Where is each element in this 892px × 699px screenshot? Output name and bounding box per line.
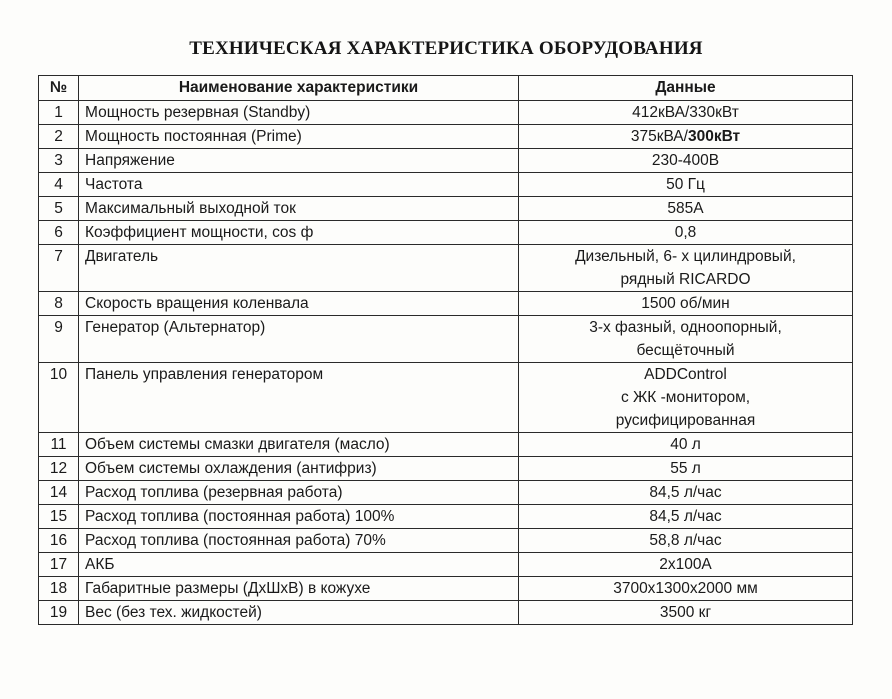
characteristic-value xyxy=(519,125,853,149)
value-bold: 300кВт xyxy=(687,128,741,145)
value-line: 1500 об/мин xyxy=(641,295,730,312)
characteristic-value xyxy=(519,601,853,625)
characteristic-name: Генератор (Альтернатор) xyxy=(79,316,519,363)
table-row xyxy=(39,221,853,245)
value-line: ADDControl xyxy=(644,366,727,383)
value-line: 412кВА/330кВт xyxy=(632,104,739,121)
row-number: 19 xyxy=(39,601,79,625)
characteristic-name: Вес (без тех. жидкостей) xyxy=(79,601,519,625)
value-line: 585А xyxy=(667,200,704,217)
value-line: 84,5 л/час xyxy=(649,508,722,525)
table-row xyxy=(39,173,853,197)
characteristic-value xyxy=(519,173,853,197)
row-number: 10 xyxy=(39,363,79,433)
characteristic-name: Частота xyxy=(79,173,519,197)
characteristic-value xyxy=(519,553,853,577)
table-row xyxy=(39,601,853,625)
header-name: Наименование характеристики xyxy=(79,76,519,101)
table-row xyxy=(39,125,853,149)
row-number: 18 xyxy=(39,577,79,601)
table-row xyxy=(39,553,853,577)
document-title: ТЕХНИЧЕСКАЯ ХАРАКТЕРИСТИКА ОБОРУДОВАНИЯ xyxy=(189,38,703,59)
characteristic-name: Мощность резервная (Standby) xyxy=(79,101,519,125)
characteristic-name: Коэффициент мощности, cos ф xyxy=(79,221,519,245)
value-line: 2х100А xyxy=(659,556,712,573)
row-number: 17 xyxy=(39,553,79,577)
header-data: Данные xyxy=(519,76,853,101)
value-line: 375кВА/ xyxy=(630,128,688,145)
row-number: 1 xyxy=(39,101,79,125)
table-header xyxy=(39,76,853,101)
table-body xyxy=(39,101,853,625)
characteristic-name: Двигатель xyxy=(79,245,519,292)
characteristic-name: Панель управления генератором xyxy=(79,363,519,433)
row-number: 8 xyxy=(39,292,79,316)
characteristic-value xyxy=(519,221,853,245)
value-line: с ЖК -монитором, xyxy=(620,389,751,406)
characteristic-value xyxy=(519,197,853,221)
characteristic-value xyxy=(519,292,853,316)
value-line: Дизельный, 6- х цилиндровый, xyxy=(575,248,796,265)
characteristic-value xyxy=(519,363,853,433)
row-number: 2 xyxy=(39,125,79,149)
value-line: русифицированная xyxy=(615,412,756,429)
characteristic-name: Мощность постоянная (Prime) xyxy=(79,125,519,149)
row-number: 16 xyxy=(39,529,79,553)
table-row xyxy=(39,505,853,529)
value-line: рядный RICARDO xyxy=(620,271,751,288)
row-number: 5 xyxy=(39,197,79,221)
table-row xyxy=(39,363,853,433)
value-line: 40 л xyxy=(670,436,701,453)
characteristic-name: Скорость вращения коленвала xyxy=(79,292,519,316)
characteristic-name: Максимальный выходной ток xyxy=(79,197,519,221)
characteristic-value xyxy=(519,433,853,457)
table-row xyxy=(39,481,853,505)
characteristic-value xyxy=(519,529,853,553)
value-line: 55 л xyxy=(670,460,701,477)
row-number: 4 xyxy=(39,173,79,197)
characteristic-value xyxy=(519,505,853,529)
characteristic-value xyxy=(519,149,853,173)
row-number: 12 xyxy=(39,457,79,481)
row-number: 15 xyxy=(39,505,79,529)
characteristic-name: Расход топлива (резервная работа) xyxy=(79,481,519,505)
characteristic-name: Напряжение xyxy=(79,149,519,173)
row-number: 9 xyxy=(39,316,79,363)
value-line: 3-х фазный, одноопорный, xyxy=(589,319,782,336)
row-number: 6 xyxy=(39,221,79,245)
value-line: 230-400В xyxy=(651,152,720,169)
row-number: 3 xyxy=(39,149,79,173)
table-row xyxy=(39,149,853,173)
characteristic-value xyxy=(519,245,853,292)
table-row xyxy=(39,457,853,481)
table-row xyxy=(39,101,853,125)
row-number: 7 xyxy=(39,245,79,292)
table-row xyxy=(39,245,853,292)
table-row xyxy=(39,529,853,553)
value-line: 50 Гц xyxy=(666,176,705,193)
table-row xyxy=(39,197,853,221)
characteristic-value xyxy=(519,457,853,481)
characteristic-name: Габаритные размеры (ДхШхВ) в кожухе xyxy=(79,577,519,601)
characteristic-value xyxy=(519,577,853,601)
characteristic-value xyxy=(519,101,853,125)
row-number: 11 xyxy=(39,433,79,457)
value-line: 58,8 л/час xyxy=(649,532,722,549)
value-line: 3700х1300х2000 мм xyxy=(613,580,758,597)
table-row xyxy=(39,433,853,457)
characteristic-value xyxy=(519,481,853,505)
value-line: бесщёточный xyxy=(636,342,735,359)
characteristic-name: АКБ xyxy=(79,553,519,577)
table-row xyxy=(39,577,853,601)
characteristic-value xyxy=(519,316,853,363)
header-num: № xyxy=(39,76,79,101)
table-row xyxy=(39,292,853,316)
characteristic-name: Объем системы охлаждения (антифриз) xyxy=(79,457,519,481)
characteristic-name: Объем системы смазки двигателя (масло) xyxy=(79,433,519,457)
spec-table xyxy=(38,75,853,625)
value-line: 0,8 xyxy=(674,224,697,241)
header-row xyxy=(39,76,853,101)
value-line: 3500 кг xyxy=(659,604,712,621)
value-line: 84,5 л/час xyxy=(649,484,722,501)
row-number: 14 xyxy=(39,481,79,505)
characteristic-name: Расход топлива (постоянная работа) 100% xyxy=(79,505,519,529)
table-row xyxy=(39,316,853,363)
characteristic-name: Расход топлива (постоянная работа) 70% xyxy=(79,529,519,553)
